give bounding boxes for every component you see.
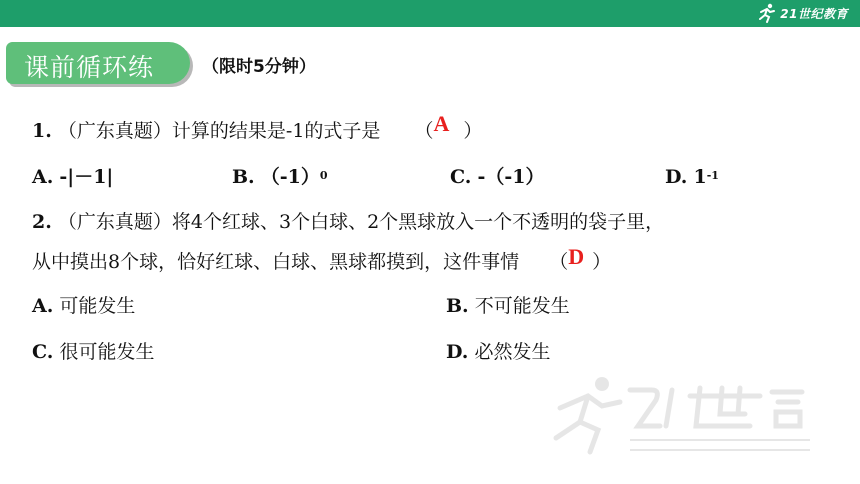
option-text: 必然发生 (474, 341, 551, 363)
time-limit-note: （限时5分钟） (202, 57, 316, 77)
option-b (232, 164, 328, 193)
runner-icon (758, 3, 776, 23)
section-tab (6, 42, 190, 84)
watermark-logo (540, 370, 820, 465)
section-title: 课前循环练 (24, 53, 155, 82)
option-text: -|－1| (59, 166, 114, 188)
option-text: （-1） (260, 166, 320, 188)
answer-paren-open: （ (549, 251, 569, 273)
option-d (665, 164, 719, 193)
question-2-stem-line1 (32, 209, 664, 235)
answer-choice: D (568, 244, 585, 269)
question-1-stem (32, 111, 483, 144)
option-letter: A. (32, 166, 54, 188)
option-text: 不可能发生 (474, 295, 570, 317)
brand-logo (758, 2, 848, 24)
answer-paren-open: （ (414, 120, 434, 142)
option-letter: D. (446, 341, 469, 363)
option-letter: A. (32, 295, 54, 317)
top-bar (0, 0, 860, 27)
option-c (450, 164, 544, 190)
option-text: 可能发生 (59, 295, 136, 317)
option-text: 很可能发生 (59, 341, 155, 363)
option-exponent: -1 (706, 169, 719, 182)
option-text: 1 (693, 166, 707, 188)
question-number: 2. (32, 211, 52, 233)
option-b (446, 293, 570, 319)
option-letter: B. (446, 295, 469, 317)
question-2-stem-line2 (32, 244, 612, 275)
answer-paren-close: ） (592, 251, 612, 273)
option-text: -（-1） (477, 166, 545, 188)
option-a (32, 293, 135, 319)
logo-text: 21世纪教育 (780, 6, 848, 21)
option-c (32, 339, 154, 365)
option-letter: B. (232, 166, 255, 188)
option-exponent: 0 (319, 169, 328, 182)
question-text: 从中摸出8个球，恰好红球、白球、黑球都摸到，这件事情 (32, 251, 520, 273)
question-number: 1. (32, 120, 52, 142)
answer-paren-close: ） (463, 120, 483, 142)
option-letter: C. (450, 166, 472, 188)
question-source: （广东真题） (57, 120, 172, 142)
option-a (32, 164, 113, 190)
answer-choice: A (433, 111, 450, 136)
option-d (446, 339, 550, 365)
option-letter: D. (665, 166, 688, 188)
question-text: 计算的结果是-1的式子是 (171, 120, 381, 142)
option-letter: C. (32, 341, 54, 363)
question-source: （广东真题） (57, 211, 172, 233)
question-text: 将4个红球、3个白球、2个黑球放入一个不透明的袋子里， (171, 211, 665, 233)
